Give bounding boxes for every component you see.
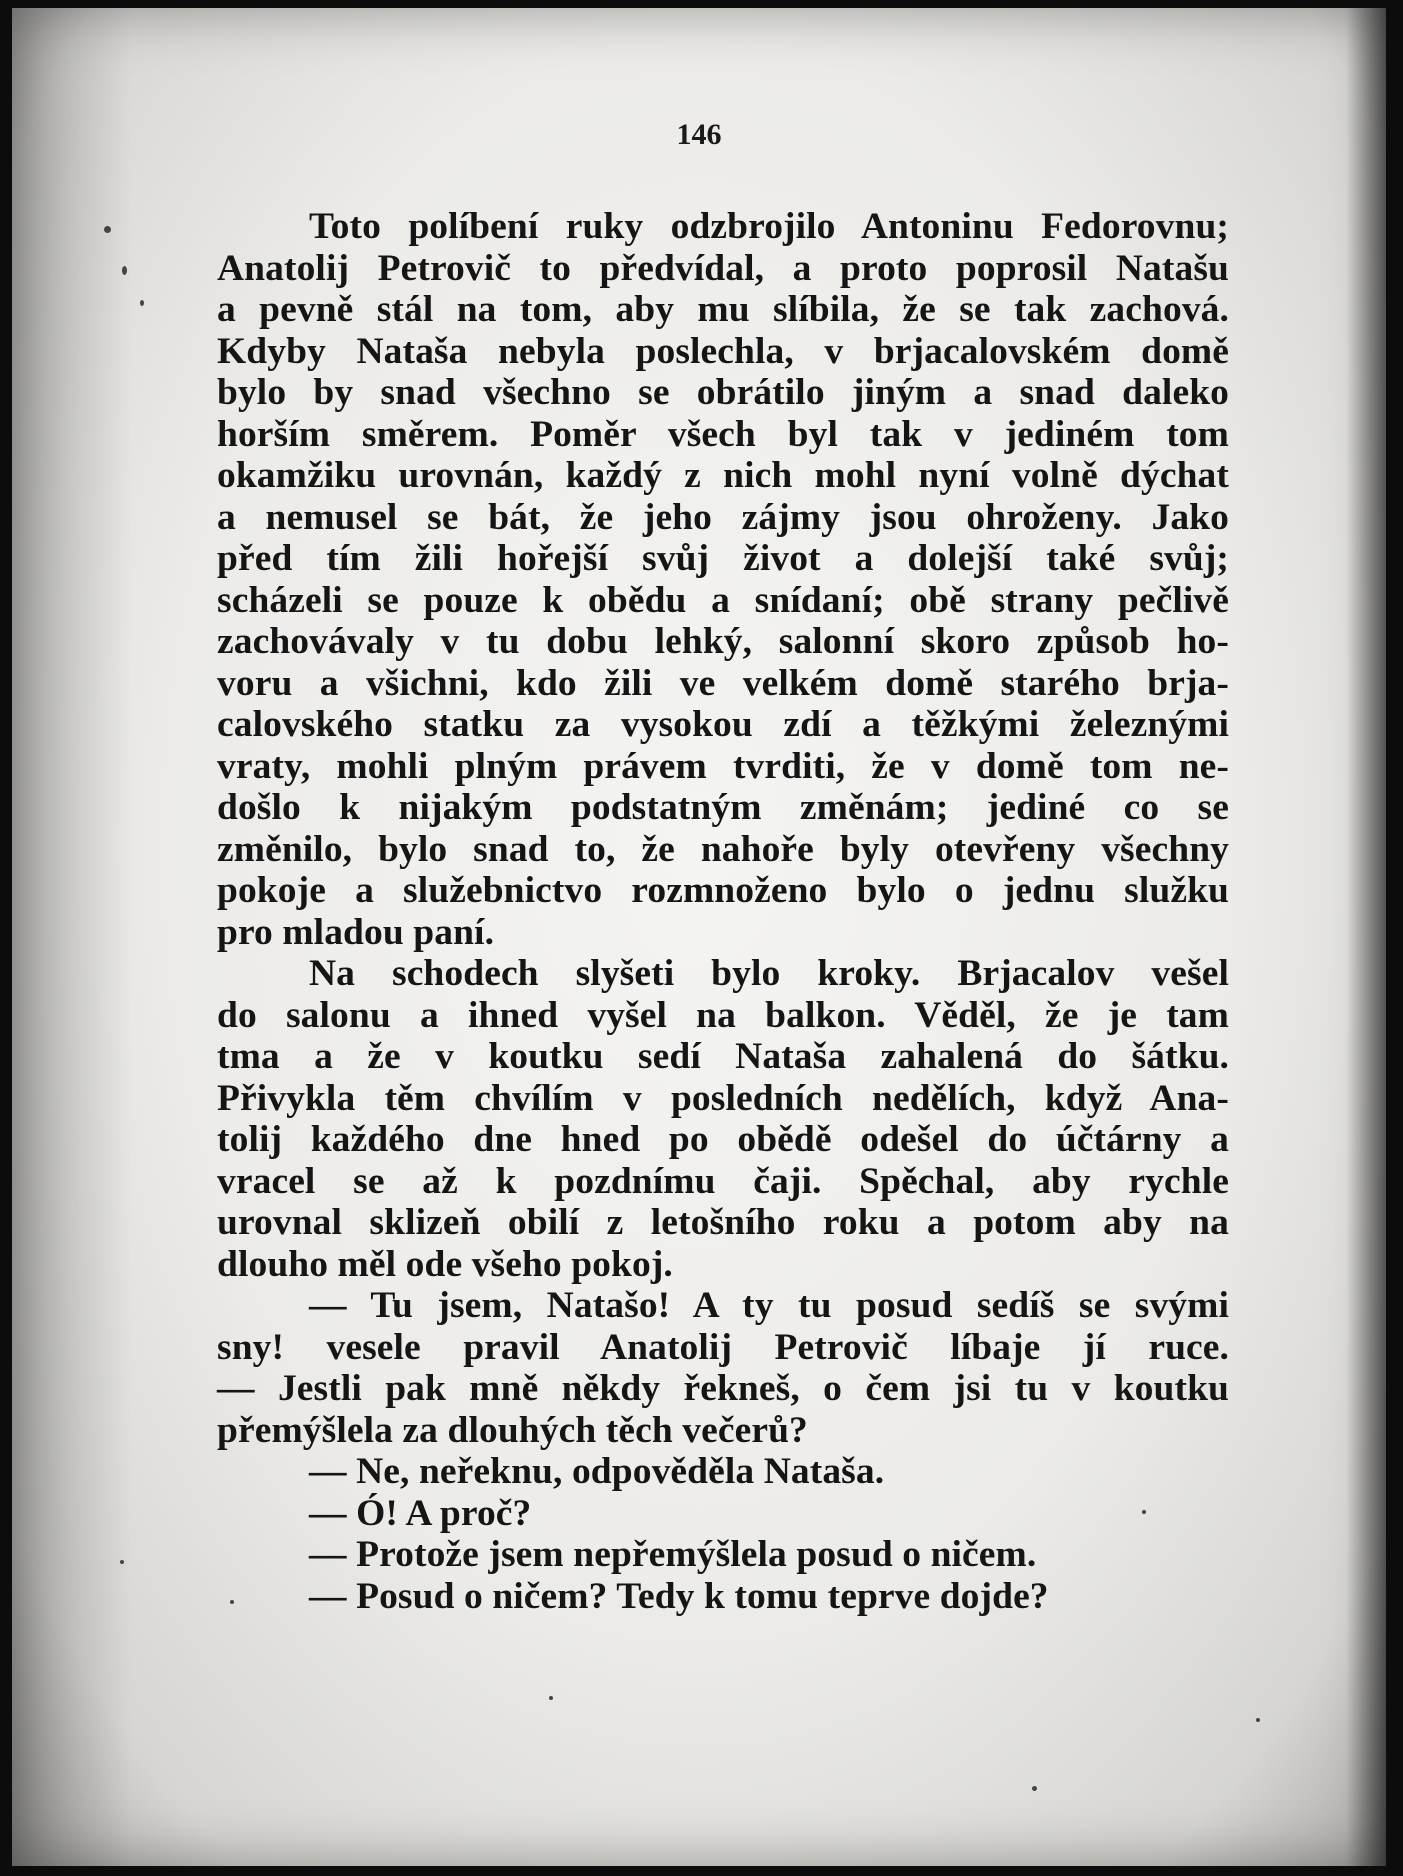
- dialogue-line: — Protože jsem nepřemýšlela posud o ničem.: [309, 1534, 1037, 1575]
- text-line: voru a všichni, kdo žili ve velkém domě starého brja-: [217, 662, 1229, 704]
- text-line: dlouho měl ode všeho pokoj.: [217, 1243, 673, 1285]
- scan-speck: [1256, 1718, 1260, 1722]
- text-line: a pevně stál na tom, aby mu slíbila, že se tak zachová.: [217, 289, 1229, 330]
- scan-speck: [122, 266, 127, 275]
- text-line: do salonu a ihned vyšel na balkon. Věděl, že je tam: [217, 994, 1229, 1036]
- dialogue-line: — Ne, neřeknu, odpověděla Nataša.: [309, 1451, 885, 1492]
- text-line: a nemusel se bát, že jeho zájmy jsou ohroženy. Jako: [217, 496, 1229, 538]
- dialogue-line: — Tu jsem, Natašo! A ty tu posud sedíš se svými: [309, 1285, 1229, 1326]
- text-line: vracel se až k pozdnímu čaji. Spěchal, aby rychle: [217, 1160, 1229, 1202]
- dialogue-line: — Posud o ničem? Tedy k tomu teprve dojde?: [309, 1575, 1049, 1617]
- text-line: calovského statku za vysokou zdí a těžkými železnými: [217, 704, 1229, 745]
- text-line: pokoje a služebnictvo rozmnoženo bylo o jednu služku: [217, 870, 1229, 911]
- text-line: vraty, mohli plným právem tvrditi, že v domě tom ne-: [217, 745, 1229, 787]
- text-line: — Jestli pak mně někdy řekneš, o čem jsi tu v koutku: [217, 1368, 1229, 1409]
- body-text: [217, 206, 1229, 1617]
- text-line: přemýšlela za dlouhých těch večerů?: [217, 1409, 808, 1451]
- scan-speck: [230, 1600, 234, 1604]
- text-line: Na schodech slyšeti bylo kroky. Brjacalov vešel: [309, 953, 1229, 994]
- scan-speck: [140, 300, 144, 306]
- page-shadow-right: [1346, 8, 1386, 1866]
- text-line: Kdyby Nataša nebyla poslechla, v brjacalovském domě: [217, 330, 1229, 372]
- scan-speck: [549, 1696, 553, 1700]
- book-page: [12, 8, 1386, 1866]
- text-line: tolij každého dne hned po obědě odešel do účtárny a: [217, 1119, 1229, 1160]
- text-line: okamžiku urovnán, každý z nich mohl nyní volně dýchat: [217, 455, 1229, 496]
- text-line: bylo by snad všechno se obrátilo jiným a snad daleko: [217, 372, 1229, 413]
- scan-speck: [120, 1560, 124, 1564]
- text-line: sny! vesele pravil Anatolij Petrovič líbaje jí ruce.: [217, 1326, 1229, 1368]
- text-line: Anatolij Petrovič to předvídal, a proto poprosil Natašu: [217, 247, 1229, 289]
- text-line: scházeli se pouze k obědu a snídaní; obě strany pečlivě: [217, 579, 1229, 621]
- text-line: tma a že v koutku sedí Nataša zahalená do šátku.: [217, 1036, 1229, 1077]
- text-line: pro mladou paní.: [217, 911, 495, 953]
- scan-speck: [1032, 1786, 1037, 1791]
- text-line: Přivykla těm chvílím v posledních nedělích, když Ana-: [217, 1077, 1229, 1119]
- text-line: změnilo, bylo snad to, že nahoře byly otevřeny všechny: [217, 828, 1229, 870]
- page-shadow-left: [12, 8, 132, 1866]
- text-line: před tím žili hořejší svůj život a dolejší také svůj;: [217, 538, 1229, 579]
- scan-speck: [104, 226, 111, 233]
- scan-speck: [1142, 1510, 1146, 1514]
- text-line: došlo k nijakým podstatným změnám; jediné co se: [217, 787, 1229, 828]
- dialogue-line: — Ó! A proč?: [309, 1492, 532, 1534]
- text-line: horším směrem. Poměr všech byl tak v jediném tom: [217, 413, 1229, 455]
- page-number: 146: [676, 118, 722, 151]
- text-line: urovnal sklizeň obilí z letošního roku a potom aby na: [217, 1202, 1229, 1243]
- text-line: zachovávaly v tu dobu lehký, salonní skoro způsob ho-: [217, 621, 1229, 662]
- text-line: Toto políbení ruky odzbrojilo Antoninu Fedorovnu;: [309, 206, 1229, 247]
